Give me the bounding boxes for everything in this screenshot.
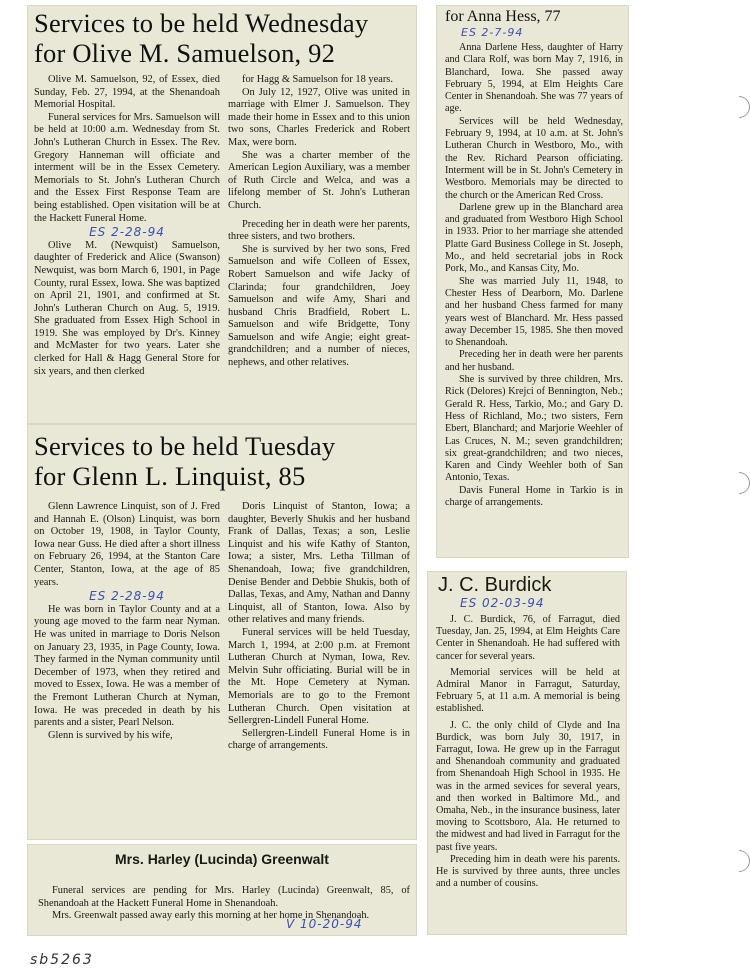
linquist-paragraph: Glenn Lawrence Linquist, son of J. Fred and Hannah E. (Olson) Linquist, was born on October 19, 1908, in Taylor County, Iowa near Guss. He died after a short illness on February 26, 1994, at the Stanton Care Center, Stanton, Iowa, at the age of 85 years. (34, 501, 220, 588)
samuelson-paragraph: Olive M. Samuelson, 92, of Essex, died Sunday, Feb. 27, 1994, at the Shenandoah Memorial Hospital. (34, 74, 220, 111)
samuelson-column-2 (228, 74, 410, 370)
samuelson-paragraph: On July 12, 1927, Olive was united in marriage with Elmer J. Samuelson. They made their home in Essex and to this union two sons, Charles Frederick and Robert Max, were born. (228, 86, 410, 148)
hess-paragraph: She was married July 11, 1948, to Chester Hess of Dearborn, Mo. Darlene and her husband Chess farmed for many years west of Blanchard. Mr. Hess passed away December 15, 1985. She then moved to Shenandoah. (445, 275, 623, 349)
burdick-body (436, 614, 620, 890)
samuelson-paragraph: for Hagg & Samuelson for 18 years. (242, 74, 393, 85)
samuelson-paragraph: Olive M. (Newquist) Samuelson, daughter of Frederick and Alice (Swanson) Newquist, was born March 6, 1901, in Page County, rural Essex, Iowa. She was baptized on April 21, 1901, and confirmed at St. John's Lutheran Church on Aug. 5, 1919. She graduated from Essex High School in 1919. She was employed by Dr's. Kinney and McMaster for two years. Later she clerked for Hall & Hagg General Store for six years, and then clerked (34, 239, 220, 377)
burdick-headline: J. C. Burdick (438, 574, 552, 596)
samuelson-handwritten-date: ES 2-28-94 (89, 225, 165, 240)
linquist-paragraph: Doris Linquist of Stanton, Iowa; a daughter, Beverly Shukis and her husband Frank of Dallas, Texas; a son, Leslie Linquist and his wife Kathy of Stanton, Iowa; a sister, Mrs. Letha Tillman of Shenandoah, Iowa; five grandchildren, Denise Bender and Debbie Shukis, both of Dallas, Texas, and Amy, Nathan and Danny Linquist, all of Stanton, Iowa. Also by other relatives and many friends. (228, 501, 410, 626)
hess-body (445, 42, 623, 509)
greenwalt-headline: Mrs. Harley (Lucinda) Greenwalt (115, 851, 329, 867)
greenwalt-handwritten-date: V 10-20-94 (286, 917, 363, 931)
linquist-paragraph: Funeral services will be held Tuesday, March 1, 1994, at 2:00 p.m. at Fremont Lutheran Church at Nyman, Iowa, Rev. Melvin Suhr officiating. Burial will be in the Mt. Hope Cemetery at Nyman. Memorials are to go to the Fremont Lutheran Church. Open visitation at Sellergren-Lindell Funeral Home. (228, 626, 410, 727)
samuelson-paragraph: Funeral services for Mrs. Samuelson will be held at 10:00 a.m. Wednesday from St. John's Lutheran Church in Essex. The Rev. Gregory Hanneman will officiate and interment will be in the Essex Cemetery. Memorials to St. John's Lutheran Church and the Essex First Response Team are being established. Open visitation will be at the Hackett Funeral Home. (34, 111, 220, 224)
greenwalt-paragraph: Mrs. Greenwalt passed away early this morning at her home in Shenandoah. (52, 910, 370, 922)
burdick-paragraph: Memorial services will be held at Admiral Manor in Farragut, Saturday, February 5, at 11 a.m. A memorial is being established. (436, 666, 620, 715)
burdick-paragraph: Preceding him in death were his parents. He is survived by three aunts, three uncles and a number of cousins. (436, 853, 620, 890)
linquist-handwritten-date: ES 2-28-94 (89, 589, 165, 604)
hess-paragraph: Services will be held Wednesday, February 9, 1994, at 10 a.m. at St. John's Lutheran Church in Westboro, Mo., with the Rev. Richard Pearson officiating. Interment will be in St. John's Cemetery in Westboro. Memorials may be directed to the church or the American Red Cross. (445, 115, 623, 201)
hess-paragraph: Anna Darlene Hess, daughter of Harry and Clara Rolf, was born May 7, 1916, in Blanchard, Iowa. She passed away February 5, 1994, at Elm Heights Care Center in Shenandoah. She was 77 years of age. (445, 42, 623, 115)
linquist-paragraph: Glenn is survived by his wife, (48, 729, 173, 741)
binder-hole-mark (723, 91, 750, 122)
samuelson-headline-line2: for Olive M. Samuelson, 92 (34, 38, 336, 68)
hess-paragraph: Darlene grew up in the Blanchard area and graduated from Westboro High School in 1933. Prior to her marriage she attended Platte Gard Business College in St. Joseph, Mo., and held secretarial jobs in Rock Pork, Mo., and Kansas City, Mo. (445, 201, 623, 275)
hess-handwritten-date: ES 2-7-94 (461, 26, 524, 39)
linquist-paragraph: Sellergren-Lindell Funeral Home is in charge of arrangements. (228, 727, 410, 752)
burdick-obituary (428, 572, 626, 934)
hess-obituary (437, 6, 628, 557)
samuelson-paragraph: She is survived by her two sons, Fred Samuelson and wife Colleen of Essex, Robert Samuelson and wife Jacky of Clarinda; four grandchildren, Joey Samuelson and wife Amy, Shari and husband Chris Bradfield, Robert L. Samuelson and wife Bridgette, Tony Samuelson and wife Angie; eight great-grandchildren; and a number of nieces, nephews, and other relatives. (228, 243, 410, 369)
linquist-column-2 (228, 501, 410, 753)
samuelson-obituary (28, 6, 416, 423)
linquist-obituary (28, 425, 416, 839)
hess-paragraph: Davis Funeral Home in Tarkio is in charge of arrangements. (445, 484, 623, 508)
linquist-headline-line2: for Glenn L. Linquist, 85 (34, 461, 306, 491)
linquist-headline-line1: Services to be held Tuesday (34, 431, 336, 461)
greenwalt-obituary (28, 845, 416, 935)
samuelson-headline-line1: Services to be held Wednesday (34, 8, 369, 38)
page-mark-handwritten: sb5263 (30, 952, 94, 968)
samuelson-paragraph: She was a charter member of the American Legion Auxiliary, was a member of Ruth Circle and Welca, and was a lifelong member of St. John's Lutheran Church. (228, 149, 410, 211)
linquist-paragraph: He was born in Taylor County and at a young age moved to the farm near Nyman. He was united in marriage to Doris Nelson on January 23, 1935, in Page County, Iowa. They farmed in the Nyman community until December of 1973, when they retired and moved to Essex, Iowa. He was a member of the Fremont Lutheran Church at Nyman, Iowa. He was preceded in death by his parents and a sister, Pearl Nelson. (34, 603, 220, 729)
hess-paragraph: She is survived by three children, Mrs. Rick (Delores) Krejci of Bennington, Neb.; Gerald R. Hess, Tarkio, Mo.; and Gary D. Hess of Richland, Mo.; two sisters, Fern Ebert, Blanchard; and Marjorie Weehler of Las Cruces, N. M.; seven grandchildren; six great-grandchildren; and two nieces, Karen and Cindy Weehler both of San Antonio, Texas. (445, 374, 623, 484)
greenwalt-paragraph: Funeral services are pending for Mrs. Harley (Lucinda) Greenwalt, 85, of Shenandoah at the Hackett Funeral Home in Shenandoah. (38, 885, 410, 909)
hess-headline: for Anna Hess, 77 (445, 8, 561, 25)
binder-hole-mark (723, 467, 750, 498)
samuelson-paragraph: Preceding her in death were her parents, three sisters, and two brothers. (228, 218, 410, 243)
linquist-column-1 (34, 501, 220, 742)
hess-paragraph: Preceding her in death were her parents and her husband. (445, 349, 623, 373)
samuelson-column-1 (34, 74, 220, 378)
burdick-paragraph: J. C. the only child of Clyde and Ina Burdick, was born July 30, 1917, in Farragut, Iowa. He grew up in the Farragut and Shenandoah community and graduated from Shenandoah High School in 1935. He was in the armed sevices for several years, and then worked in Baltimore Md., and Omaha, Neb., in the insurance business, later moving to Scottsboro, Ala. He returned to the midwest and had lived in Farragut for the past five years. (436, 719, 620, 853)
burdick-paragraph: J. C. Burdick, 76, of Farragut, died Tuesday, Jan. 25, 1994, at Elm Heights Care Center in Shenandoah. He had suffered with cancer for several years. (436, 614, 620, 662)
binder-hole-mark (723, 845, 750, 876)
burdick-handwritten-date: ES 02-03-94 (460, 596, 545, 610)
